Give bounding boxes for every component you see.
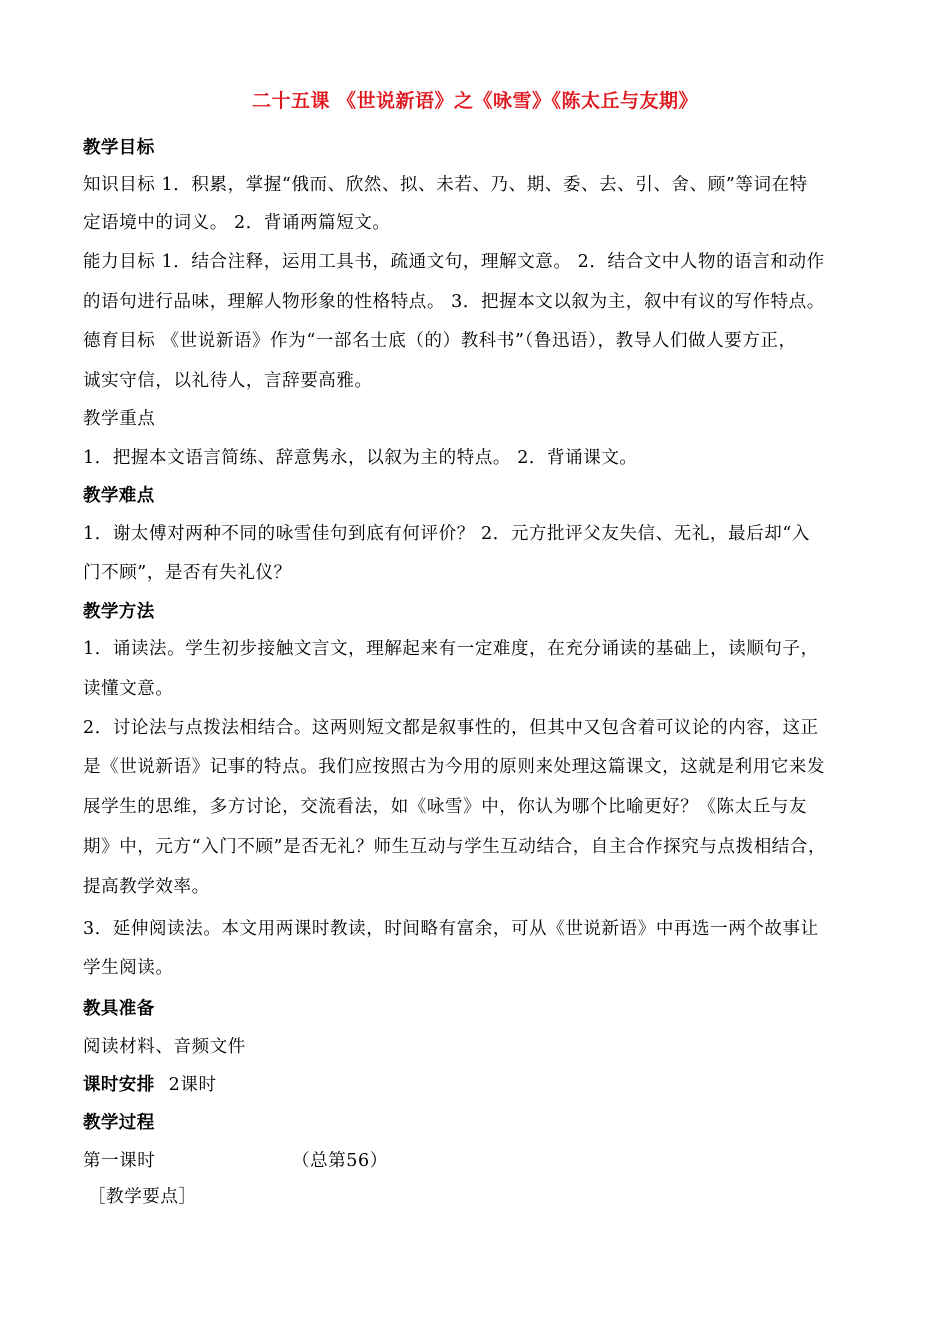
schedule-heading: 课时安排 [83, 1075, 155, 1095]
method2-line2: 是《世说新语》记事的特点。我们应按照古为今用的原则来处理这篇课文，这就是利用它来发 [83, 757, 826, 777]
schedule-value: 2课时 [168, 1075, 217, 1095]
materials-line1: 阅读材料、音频文件 [83, 1037, 246, 1057]
method1-line1: 1．诵读法。学生初步接触文言文，理解起来有一定难度，在充分诵读的基础上，读顺句子， [83, 639, 819, 659]
period-total: （总第56） [292, 1151, 388, 1171]
moral-objective-line2: 诚实守信，以礼待人，言辞要高雅。 [83, 371, 373, 391]
teaching-points-label: ［教学要点］ [88, 1187, 197, 1207]
method2-line5: 提高教学效率。 [83, 877, 210, 897]
key-points-heading: 教学重点 [83, 409, 156, 429]
method2-line1: 2．讨论法与点拨法相结合。这两则短文都是叙事性的，但其中又包含着可议论的内容，这正 [83, 718, 819, 738]
method2-line4: 期》中，元方“入门不顾”是否无礼？师生互动与学生互动结合，自主合作探究与点拨相结合， [83, 837, 827, 857]
method3-line2: 学生阅读。 [83, 958, 174, 978]
moral-objective-line1: 德育目标 《世说新语》作为“一部名士底（的）教科书”（鲁迅语），教导人们做人要方正， [83, 331, 797, 351]
materials-heading: 教具准备 [83, 999, 155, 1019]
ability-objective-line2: 的语句进行品味，理解人物形象的性格特点。 3．把握本文以叙为主，叙中有议的写作特点。 [83, 292, 825, 312]
difficulties-line1: 1．谢太傅对两种不同的咏雪佳句到底有何评价？ 2．元方批评父友失信、无礼，最后却“入 [83, 524, 810, 544]
page-title: 二十五课 《世说新语》之《咏雪》《陈太丘与友期》 [251, 90, 699, 112]
difficulties-line2: 门不顾”，是否有失礼仪？ [83, 563, 292, 583]
method2-line3: 展学生的思维，多方讨论，交流看法，如《咏雪》中，你认为哪个比喻更好？《陈太丘与友 [83, 797, 807, 817]
method1-line2: 读懂文意。 [83, 679, 174, 699]
ability-objective-line1: 能力目标 1．结合注释，运用工具书，疏通文句，理解文意。 2．结合文中人物的语言和动作 [83, 252, 825, 272]
methods-heading: 教学方法 [83, 602, 155, 622]
key-points-line1: 1．把握本文语言简练、辞意隽永，以叙为主的特点。 2．背诵课文。 [83, 448, 638, 468]
process-heading: 教学过程 [83, 1113, 155, 1133]
objectives-heading: 教学目标 [83, 138, 155, 158]
period-label: 第一课时 [83, 1151, 156, 1171]
schedule-row [83, 1073, 217, 1097]
knowledge-objective-line2: 定语境中的词义。 2．背诵两篇短文。 [83, 213, 391, 233]
method3-line1: 3．延伸阅读法。本文用两课时教读，时间略有富余，可从《世说新语》中再选一两个故事让 [83, 919, 819, 939]
difficulties-heading: 教学难点 [83, 486, 155, 506]
knowledge-objective-line1: 知识目标 1．积累，掌握“俄而、欣然、拟、未若、乃、期、委、去、引、舍、顾”等词在特 [83, 175, 808, 195]
